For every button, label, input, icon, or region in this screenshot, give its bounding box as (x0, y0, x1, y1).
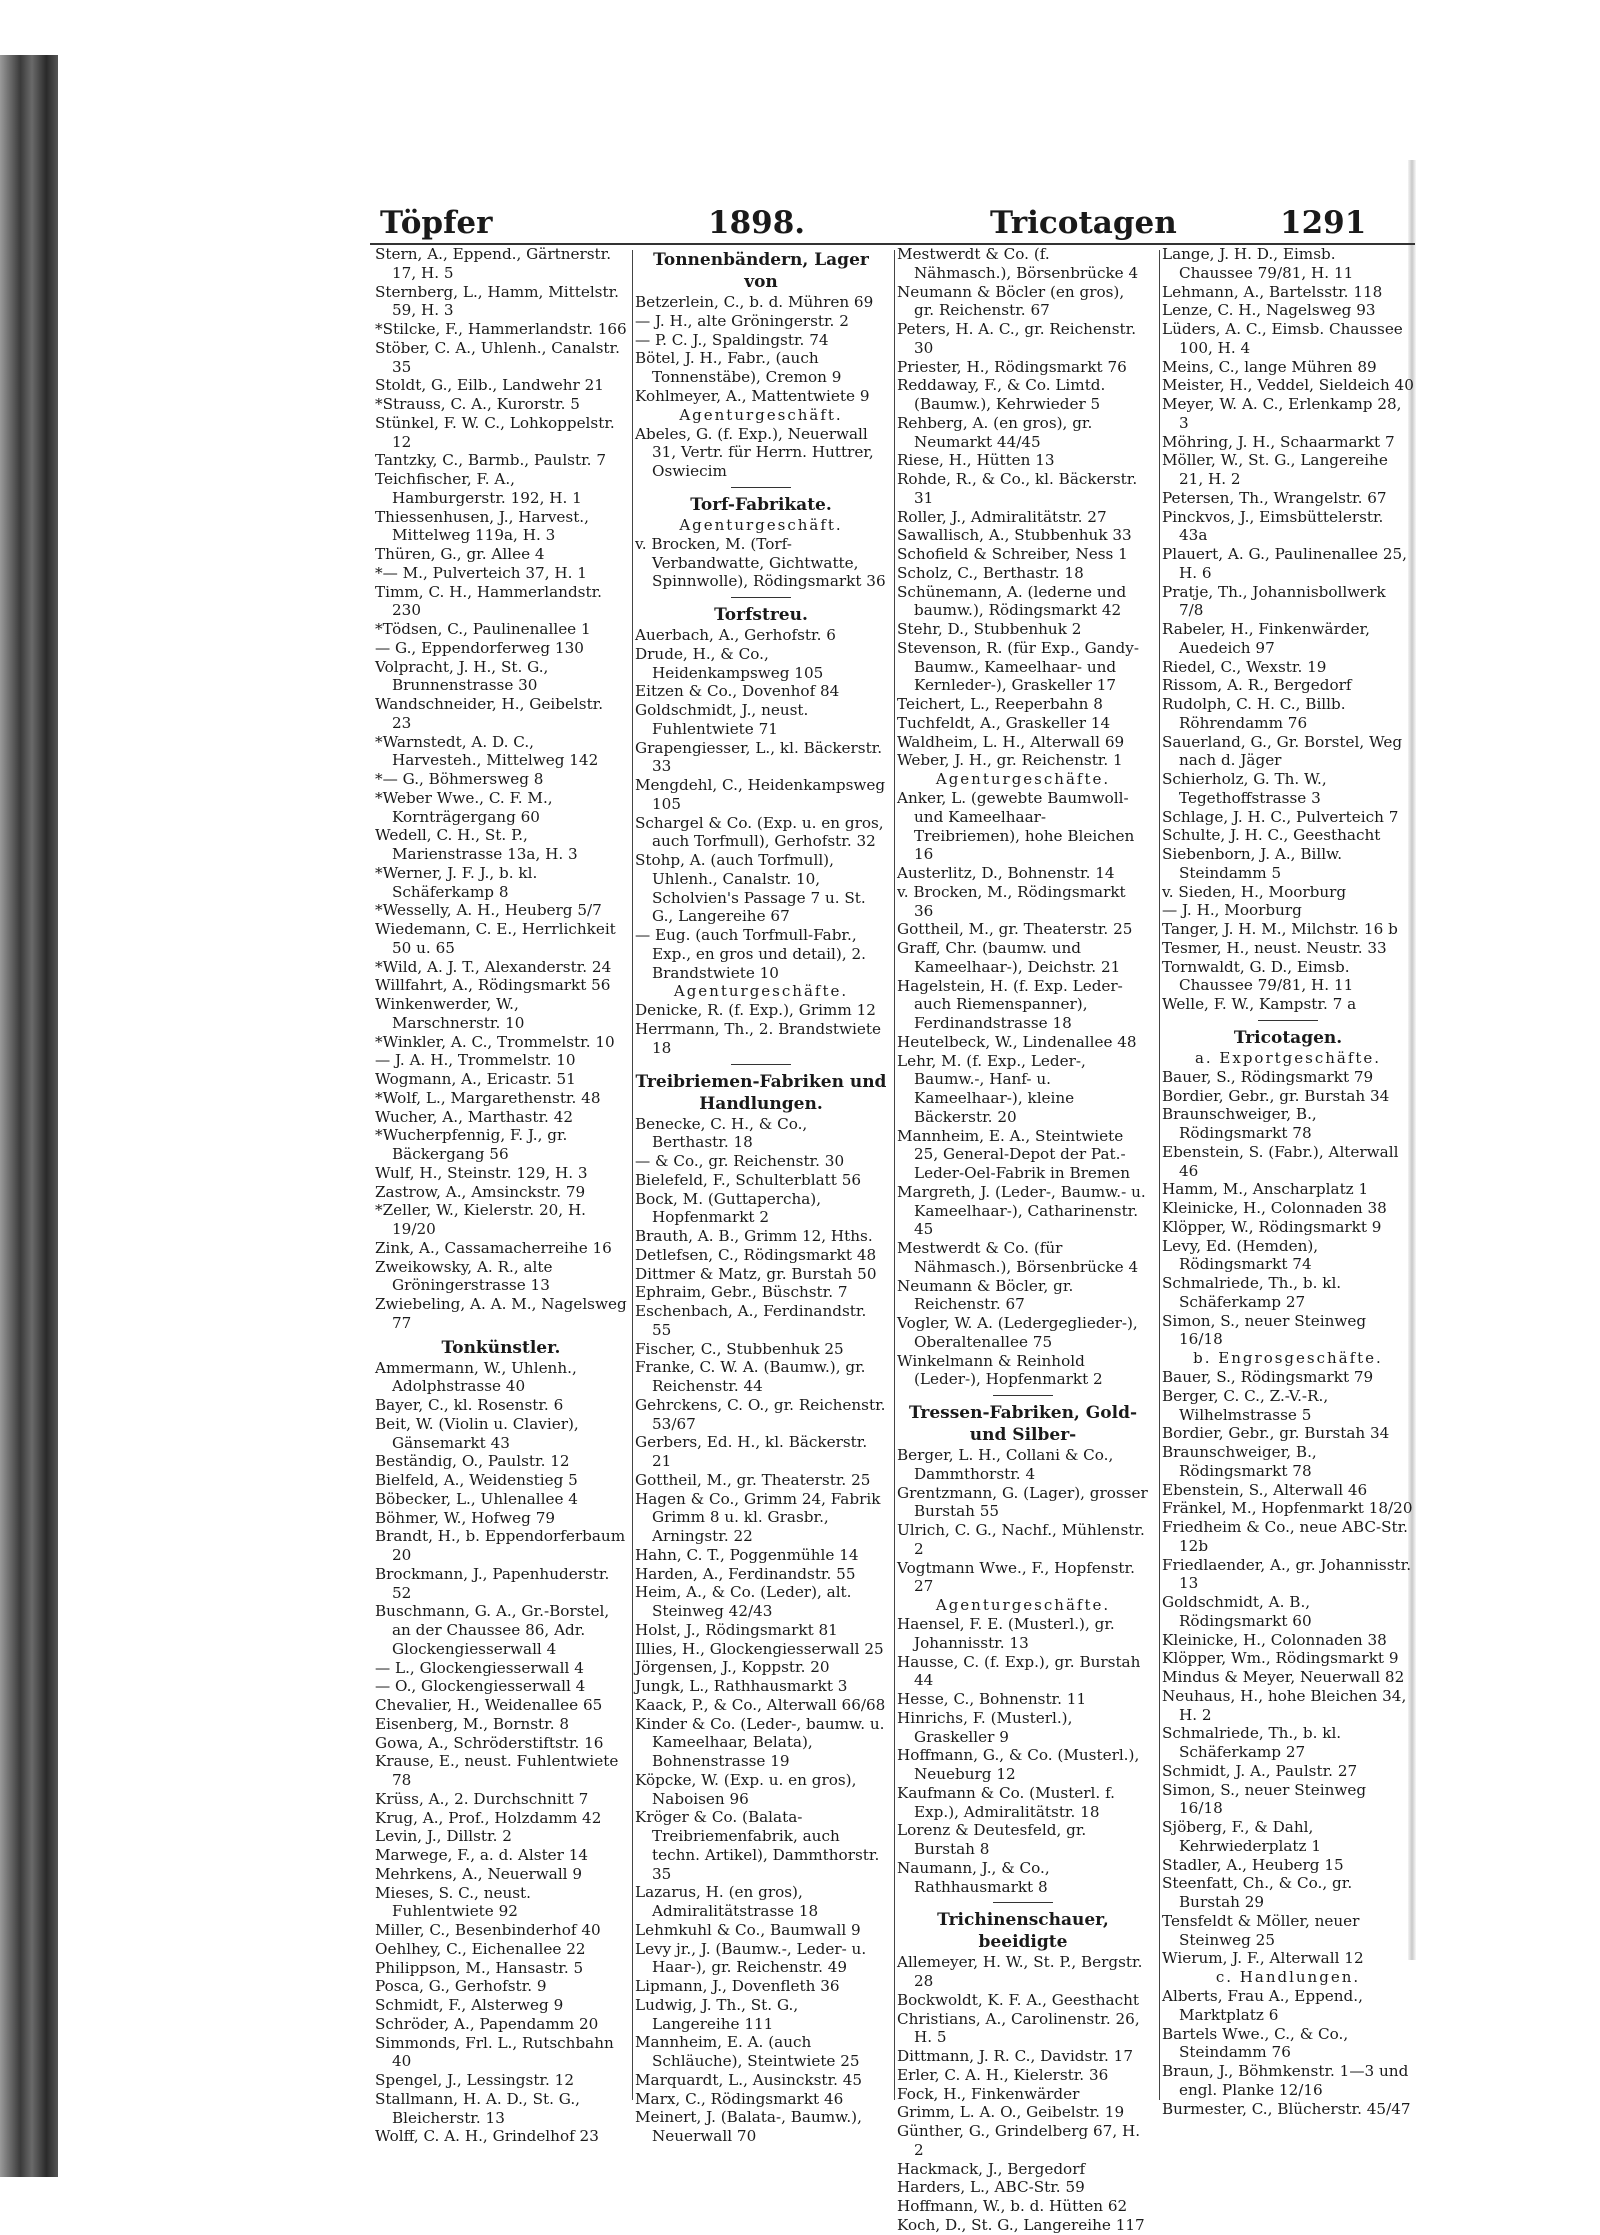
directory-entry: Spengel, J., Lessingstr. 12 (375, 2071, 574, 2089)
directory-entry: Stünkel, F. W. C., Lohkoppelstr. 12 (375, 413, 615, 451)
directory-entry: Hamm, M., Anscharplatz 1 (1162, 1180, 1369, 1199)
directory-entry: v. Brocken, M. (Torf-Verbandwatte, Gichtwatte, Spinnwolle), Rödingsmarkt 36 (635, 534, 886, 591)
directory-entry: Jörgensen, J., Koppstr. 20 (635, 1658, 830, 1677)
directory-entry: Allemeyer, H. W., St. P., Bergstr. 28 (897, 1953, 1143, 1990)
section-heading: Tricotagen. (1233, 1027, 1343, 1048)
directory-entry: Schröder, A., Papendamm 20 (375, 2014, 599, 2033)
section-heading: Treibriemen-Fabriken und Handlungen. (635, 1071, 887, 1114)
directory-entry: Levin, J., Dillstr. 2 (375, 1827, 512, 1846)
directory-entry: Krause, E., neust. Fuhlentwiete 78 (375, 1752, 619, 1789)
directory-entry: Möhring, J. H., Schaarmarkt 7 (1162, 432, 1395, 451)
directory-entry: — & Co., gr. Reichenstr. 30 (635, 1152, 845, 1170)
directory-entry: Gowa, A., Schröderstiftstr. 16 (375, 1733, 604, 1752)
directory-entry: Levy, Ed. (Hemden), Rödingsmarkt 74 (1162, 1236, 1319, 1274)
directory-entry: Friedheim & Co., neue ABC-Str. 12b (1162, 1518, 1409, 1555)
directory-entry: — Eug. (auch Torfmull-Fabr., Exp., en gros und detail), 2. Brandstwiete 10 (635, 926, 866, 982)
section-heading: Tonnenbändern, Lager von (653, 250, 869, 292)
directory-entry: *Wucherpfennig, F. J., gr. Bäckergang 56 (375, 1126, 568, 1163)
directory-entry: v. Sieden, H., Moorburg (1162, 882, 1347, 901)
directory-entry: Goldschmidt, J., neust. Fuhlentwiete 71 (635, 701, 809, 738)
directory-entry: Braun, J., Böhmkenstr. 1—3 und engl. Planke 12/16 (1162, 2062, 1409, 2099)
directory-entry: Ephraim, Gebr., Büschstr. 7 (635, 1283, 848, 1302)
section-rule (1258, 1020, 1318, 1021)
directory-entry: Simon, S., neuer Steinweg 16/18 (1162, 1311, 1367, 1349)
directory-entry: Scholz, C., Berthastr. 18 (897, 563, 1084, 582)
directory-entry: Günther, G., Grindelberg 67, H. 2 (897, 2122, 1141, 2159)
directory-entry: Anker, L. (gewebte Baumwoll- und Kameelhaar-Treibriemen), hohe Bleichen 16 (897, 789, 1135, 864)
directory-entry: Kaack, P., & Co., Alterwall 66/68 (635, 1695, 886, 1714)
directory-entry: Zastrow, A., Amsinckstr. 79 (375, 1182, 586, 1201)
directory-entry: Bartels Wwe., C., & Co., Steindamm 76 (1162, 2024, 1349, 2062)
directory-entry: Margreth, J. (Leder-, Baumw.- u. Kameelhaar-), Catharinenstr. 45 (897, 1182, 1146, 1239)
section-rule (731, 597, 791, 598)
running-head-right: Tricotagen (990, 205, 1177, 241)
directory-entry: *Warnstedt, A. D. C., Harvesteh., Mittelweg 142 (375, 732, 599, 770)
directory-entry: Rissom, A. R., Bergedorf (1162, 676, 1352, 695)
directory-entry: *Stilcke, F., Hammerlandstr. 166 (375, 320, 627, 338)
directory-entry: Stöber, C. A., Uhlenh., Canalstr. 35 (375, 338, 620, 376)
directory-entry: Mindus & Meyer, Neuerwall 82 (1162, 1668, 1405, 1686)
subsection-heading: b. Engrosgeschäfte. (1193, 1349, 1383, 1367)
directory-entry: Christians, A., Carolinenstr. 26, H. 5 (897, 2009, 1140, 2047)
directory-entry: Betzerlein, C., b. d. Mühren 69 (635, 293, 874, 311)
directory-entry: Goldschmidt, A. B., Rödingsmarkt 60 (1162, 1593, 1312, 1630)
directory-entry: Schierholz, G. Th. W., Tegethoffstrasse 3 (1162, 770, 1327, 807)
directory-entry: Wedell, C. H., St. P., Marienstrasse 13a, H. 3 (375, 826, 578, 863)
subsection-heading: Agenturgeschäfte. (935, 1596, 1111, 1614)
directory-entry: *Tödsen, C., Paulinenallee 1 (375, 620, 591, 638)
directory-entry: Klöpper, Wm., Rödingsmarkt 9 (1162, 1649, 1399, 1668)
directory-entry: Mestwerdt & Co. (f. Nähmasch.), Börsenbrücke 4 (897, 245, 1139, 282)
directory-entry: Rehberg, A. (en gros), gr. Neumarkt 44/45 (897, 413, 1093, 451)
directory-entry: Stadler, A., Heuberg 15 (1162, 1855, 1344, 1874)
directory-entry: Kleinicke, H., Colonnaden 38 (1162, 1199, 1387, 1217)
directory-entry: Austerlitz, D., Bohnenstr. 14 (897, 864, 1115, 882)
directory-entry: Ebenstein, S., Alterwall 46 (1162, 1480, 1368, 1499)
directory-entry: Krüss, A., 2. Durchschnitt 7 (375, 1789, 589, 1808)
directory-entry: — L., Glockengiesserwall 4 (375, 1658, 584, 1677)
directory-entry: Hagen & Co., Grimm 24, Fabrik Grimm 8 u. kl. Grasbr., Arningstr. 22 (635, 1489, 881, 1545)
directory-entry: Lorenz & Deutesfeld, gr. Burstah 8 (897, 1821, 1087, 1858)
directory-entry: Abeles, G. (f. Exp.), Neuerwall 31, Vertr. für Herrn. Huttrer, Oswiecim (635, 424, 874, 480)
directory-entry: Schmalriede, Th., b. kl. Schäferkamp 27 (1162, 1724, 1342, 1761)
directory-entry: Tuchfeldt, A., Graskeller 14 (897, 713, 1111, 732)
directory-entry: Schulte, J. H. C., Geesthacht (1162, 826, 1381, 845)
directory-entry: Weber, J. H., gr. Reichenstr. 1 (897, 751, 1123, 770)
directory-entry: Schünemann, A. (lederne und baumw.), Rödingsmarkt 42 (897, 582, 1127, 620)
directory-entry: Dittmer & Matz, gr. Burstah 50 (635, 1264, 877, 1283)
directory-entry: Timm, C. H., Hammerlandstr. 230 (375, 582, 602, 620)
page-number: 1291 (1280, 205, 1367, 241)
directory-entry: Waldheim, L. H., Alterwall 69 (897, 732, 1125, 751)
directory-entry: Auerbach, A., Gerhofstr. 6 (635, 626, 836, 644)
directory-entry: Lehmann, A., Bartelsstr. 118 (1162, 282, 1383, 301)
column-rule (894, 250, 895, 2100)
directory-entry: Illies, H., Glockengiesserwall 25 (635, 1639, 884, 1658)
subsection-heading: Agenturgeschäft. (679, 515, 843, 534)
directory-entry: Jungk, L., Rathhausmarkt 3 (635, 1677, 848, 1695)
directory-entry: Bordier, Gebr., gr. Burstah 34 (1162, 1424, 1390, 1443)
directory-entry: Stohp, A. (auch Torfmull), Uhlenh., Canalstr. 10, Scholvien's Passage 7 u. St. G., Langereihe 67 (635, 851, 866, 926)
directory-entry: Levy jr., J. (Baumw.-, Leder- u. Haar-), gr. Reichenstr. 49 (635, 1939, 867, 1977)
directory-entry: Wucher, A., Marthastr. 42 (375, 1107, 574, 1126)
directory-entry: Neumann & Böcler (en gros), gr. Reichenstr. 67 (897, 282, 1125, 320)
column-3 (897, 245, 1149, 2235)
directory-entry: Kleinicke, H., Colonnaden 38 (1162, 1630, 1387, 1649)
directory-entry: Zwiebeling, A. A. M., Nagelsweg 77 (375, 1295, 627, 1332)
directory-entry: Schmidt, J. A., Paulstr. 27 (1162, 1761, 1358, 1780)
column-4 (1162, 245, 1414, 2118)
directory-entry: Kaufmann & Co. (Musterl. f. Exp.), Admiralitätstr. 18 (897, 1783, 1115, 1821)
directory-entry: Eschenbach, A., Ferdinandstr. 55 (635, 1302, 867, 1339)
directory-entry: Neuhaus, H., hohe Bleichen 34, H. 2 (1162, 1686, 1407, 1724)
directory-entry: Bielfeld, A., Weidenstieg 5 (375, 1471, 578, 1489)
directory-entry: Eisenberg, M., Bornstr. 8 (375, 1714, 570, 1733)
running-head-left: Töpfer (380, 205, 493, 241)
directory-entry: Rabeler, H., Finkenwärder, Auedeich 97 (1162, 620, 1370, 657)
directory-entry: Chevalier, H., Weidenallee 65 (375, 1696, 603, 1714)
directory-entry: Kohlmeyer, A., Mattentwiete 9 (635, 386, 870, 405)
directory-entry: Heim, A., & Co. (Leder), alt. Steinweg 42/43 (635, 1583, 852, 1620)
directory-entry: Ammermann, W., Uhlenh., Adolphstrasse 40 (375, 1358, 577, 1396)
directory-entry: Holst, J., Rödingsmarkt 81 (635, 1620, 838, 1639)
directory-entry: Mengdehl, C., Heidenkampsweg 105 (635, 776, 886, 813)
directory-entry: Winkelmann & Reinhold (Leder-), Hopfenmarkt 2 (897, 1351, 1103, 1389)
directory-entry: Alberts, Frau A., Eppend., Marktplatz 6 (1162, 1987, 1363, 2024)
directory-entry: Lehr, M. (f. Exp., Leder-, Baumw.-, Hanf- u. Kameelhaar-), kleine Bäckerstr. 20 (897, 1051, 1086, 1126)
directory-entry: — O., Glockengiesserwall 4 (375, 1677, 586, 1696)
directory-entry: Stehr, D., Stubbenhuk 2 (897, 620, 1082, 638)
directory-entry: *Wesselly, A. H., Heuberg 5/7 (375, 901, 602, 920)
directory-entry: Plauert, A. G., Paulinenallee 25, H. 6 (1162, 545, 1407, 582)
directory-entry: Zweikowsky, A. R., alte Gröningerstrasse 13 (375, 1257, 553, 1295)
directory-entry: *Wolf, L., Margarethenstr. 48 (375, 1088, 601, 1107)
directory-entry: Kinder & Co. (Leder-, baumw. u. Kameelhaar, Belata), Bohnenstrasse 19 (635, 1714, 885, 1770)
directory-entry: Detlefsen, C., Rödingsmarkt 48 (635, 1245, 877, 1264)
directory-entry: Tesmer, H., neust. Neustr. 33 (1162, 938, 1387, 957)
directory-entry: Peters, H. A. C., gr. Reichenstr. 30 (897, 320, 1137, 357)
directory-entry: Lenze, C. H., Nagelsweg 93 (1162, 301, 1376, 320)
directory-entry: Vogtmann Wwe., F., Hopfenstr. 27 (897, 1558, 1135, 1596)
directory-entry: Ebenstein, S. (Fabr.), Alterwall 46 (1162, 1142, 1399, 1180)
directory-entry: *Zeller, W., Kielerstr. 20, H. 19/20 (375, 1201, 587, 1238)
directory-entry: Fock, H., Finkenwärder (897, 2084, 1080, 2103)
directory-entry: Wierum, J. F., Alterwall 12 (1162, 1949, 1364, 1968)
directory-entry: — P. C. J., Spaldingstr. 74 (635, 330, 829, 349)
directory-entry: Sjöberg, F., & Dahl, Kehrwiederplatz 1 (1162, 1818, 1322, 1855)
directory-entry: Buschmann, G. A., Gr.-Borstel, an der Chaussee 86, Adr. Glockengiesserwall 4 (375, 1602, 610, 1658)
directory-entry: Riese, H., Hütten 13 (897, 451, 1055, 470)
directory-entry: Vogler, W. A. (Ledergeglieder-), Oberaltenallee 75 (897, 1314, 1138, 1351)
directory-entry: Volpracht, J. H., St. G., Brunnenstrasse 30 (375, 657, 549, 695)
directory-entry: Ulrich, C. G., Nachf., Mühlenstr. 2 (897, 1521, 1145, 1558)
directory-entry: Winkenwerder, W., Marschnerstr. 10 (375, 995, 525, 1032)
directory-entry: Bockwoldt, K. F. A., Geesthacht (897, 1990, 1140, 2009)
directory-entry: Thüren, G., gr. Allee 4 (375, 545, 545, 563)
directory-entry: Harden, A., Ferdinandstr. 55 (635, 1564, 856, 1583)
directory-entry: Gottheil, M., gr. Theaterstr. 25 (897, 920, 1133, 939)
directory-entry: Simon, S., neuer Steinweg 16/18 (1162, 1780, 1367, 1818)
directory-entry: Hahn, C. T., Poggenmühle 14 (635, 1545, 859, 1564)
directory-entry: Lazarus, H. (en gros), Admiralitätstrasse 18 (635, 1883, 819, 1920)
directory-entry: Pratje, Th., Johannisbollwerk 7/8 (1162, 582, 1386, 620)
directory-entry: Koch, D., St. G., Langereihe 117 (897, 2215, 1145, 2234)
directory-entry: Neumann & Böcler, gr. Reichenstr. 67 (897, 1276, 1074, 1314)
directory-entry: Grapengiesser, L., kl. Bäckerstr. 33 (635, 738, 883, 776)
directory-entry: Tensfeldt & Möller, neuer Steinweg 25 (1162, 1911, 1360, 1949)
directory-entry: Mieses, S. C., neust. Fuhlentwiete 92 (375, 1883, 531, 1921)
directory-entry: Sauerland, G., Gr. Borstel, Weg nach d. Jäger (1162, 732, 1403, 770)
directory-entry: Beständig, O., Paulstr. 12 (375, 1452, 570, 1471)
section-heading: Tressen-Fabriken, Gold- und Silber- (908, 1403, 1138, 1445)
directory-entry: — J. H., alte Gröningerstr. 2 (635, 311, 849, 330)
directory-entry: Marwege, F., a. d. Alster 14 (375, 1846, 589, 1864)
directory-entry: Ludwig, J. Th., St. G., Langereihe 111 (635, 1995, 799, 2033)
section-rule (731, 487, 791, 488)
directory-entry: Eitzen & Co., Dovenhof 84 (635, 682, 840, 701)
directory-entry: Stallmann, H. A. D., St. G., Bleicherstr. 13 (375, 2089, 581, 2127)
directory-entry: Marquardt, L., Ausinckstr. 45 (635, 2070, 863, 2089)
directory-entry: Brandt, H., b. Eppendorferbaum 20 (375, 1527, 626, 1564)
directory-entry: Lüders, A. C., Eimsb. Chaussee 100, H. 4 (1162, 320, 1403, 357)
book-binding (0, 55, 58, 2177)
directory-entry: Hagelstein, H. (f. Exp. Leder- auch Riemenspanner), Ferdinandstrasse 18 (897, 976, 1123, 1032)
directory-page (370, 205, 1415, 2234)
directory-entry: Schmalriede, Th., b. kl. Schäferkamp 27 (1162, 1274, 1342, 1311)
directory-entry: Sternberg, L., Hamm, Mittelstr. 59, H. 3 (375, 282, 619, 320)
directory-entry: Teichfischer, F. A., Hamburgerstr. 192, H. 1 (375, 470, 582, 507)
directory-entry: Roller, J., Admiralitätstr. 27 (897, 507, 1107, 526)
directory-entry: Rohde, R., & Co., kl. Bäckerstr. 31 (897, 470, 1138, 507)
directory-entry: v. Brocken, M., Rödingsmarkt 36 (897, 882, 1126, 920)
directory-entry: Lehmkuhl & Co., Baumwall 9 (635, 1920, 861, 1939)
directory-entry: Zink, A., Cassamacherreihe 16 (375, 1238, 612, 1257)
directory-entry: Stoldt, G., Eilb., Landwehr 21 (375, 376, 604, 395)
column-rule (1159, 250, 1160, 2100)
section-rule (993, 1395, 1053, 1396)
directory-entry: Berger, C. C., Z.-V.-R., Wilhelmstrasse 5 (1162, 1386, 1329, 1424)
directory-entry: Krug, A., Prof., Holzdamm 42 (375, 1808, 602, 1827)
section-heading: Tonkünstler. (441, 1337, 561, 1358)
subsection-heading: Agenturgeschäfte. (935, 770, 1111, 788)
directory-entry: *Winkler, A. C., Trommelstr. 10 (375, 1032, 615, 1051)
directory-entry: Hackmack, J., Bergedorf (897, 2159, 1086, 2178)
subsection-heading: c. Handlungen. (1215, 1968, 1361, 1986)
directory-entry: Priester, H., Rödingsmarkt 76 (897, 357, 1127, 376)
directory-entry: Fränkel, M., Hopfenmarkt 18/20 (1162, 1499, 1413, 1518)
directory-entry: Köpcke, W. (Exp. u. en gros), Naboisen 96 (635, 1770, 857, 1808)
directory-entry: *Wild, A. J. T., Alexanderstr. 24 (375, 957, 612, 976)
directory-entry: *Strauss, C. A., Kurorstr. 5 (375, 395, 580, 413)
directory-entry: Tornwaldt, G. D., Eimsb. Chaussee 79/81, H. 11 (1162, 957, 1354, 995)
directory-entry: Sawallisch, A., Stubbenhuk 33 (897, 526, 1132, 545)
directory-entry: Bauer, S., Rödingsmarkt 79 (1162, 1368, 1374, 1386)
directory-entry: *Werner, J. F. J., b. kl. Schäferkamp 8 (375, 863, 538, 901)
directory-entry: Mestwerdt & Co. (für Nähmasch.), Börsenbrücke 4 (897, 1239, 1139, 1276)
directory-entry: Böhmer, W., Hofweg 79 (375, 1508, 556, 1527)
directory-entry: Friedlaender, A., gr. Johannisstr. 13 (1162, 1555, 1412, 1593)
directory-entry: Siebenborn, J. A., Billw. Steindamm 5 (1162, 845, 1343, 882)
directory-entry: Oehlhey, C., Eichenallee 22 (375, 1939, 586, 1958)
directory-entry: Rudolph, C. H. C., Billb. Röhrendamm 76 (1162, 695, 1346, 732)
column-rule (632, 250, 633, 2100)
directory-entry: Hinrichs, F. (Musterl.), Graskeller 9 (897, 1708, 1073, 1746)
directory-entry: Bock, M. (Guttapercha), Hopfenmarkt 2 (635, 1189, 822, 1227)
directory-entry: Simmonds, Frl. L., Rutschbahn 40 (375, 2033, 614, 2071)
section-rule (993, 1902, 1053, 1903)
directory-entry: Benecke, C. H., & Co., Berthastr. 18 (635, 1114, 808, 1152)
directory-entry: Herrmann, Th., 2. Brandstwiete 18 (635, 1020, 881, 1057)
directory-entry: Tanger, J. H. M., Milchstr. 16 b (1162, 920, 1398, 938)
directory-entry: Dittmann, J. R. C., Davidstr. 17 (897, 2047, 1133, 2065)
directory-entry: Braunschweiger, B., Rödingsmarkt 78 (1162, 1443, 1317, 1480)
directory-entry: Bauer, S., Rödingsmarkt 79 (1162, 1067, 1374, 1086)
directory-entry: Bordier, Gebr., gr. Burstah 34 (1162, 1086, 1390, 1105)
directory-entry: Bötel, J. H., Fabr., (auch Tonnenstäbe), Cremon 9 (635, 349, 842, 386)
directory-entry: Graff, Chr. (baumw. und Kameelhaar-), Deichstr. 21 (897, 939, 1121, 976)
directory-entry: Thiessenhusen, J., Harvest., Mittelweg 119a, H. 3 (375, 507, 589, 545)
directory-entry: Schofield & Schreiber, Ness 1 (897, 545, 1128, 563)
directory-entry: Steenfatt, Ch., & Co., gr. Burstah 29 (1162, 1874, 1353, 1911)
directory-entry: Möller, W., St. G., Langereihe 21, H. 2 (1162, 451, 1388, 488)
directory-entry: Schmidt, F., Alsterweg 9 (375, 1996, 564, 2014)
directory-entry: — J. A. H., Trommelstr. 10 (375, 1051, 576, 1070)
directory-entry: Beit, W. (Violin u. Clavier), Gänsemarkt 43 (375, 1414, 579, 1452)
directory-entry: *— G., Böhmersweg 8 (375, 770, 544, 788)
directory-entry: Böbecker, L., Uhlenallee 4 (375, 1489, 578, 1508)
directory-entry: Hoffmann, G., & Co. (Musterl.), Neueburg 12 (897, 1746, 1140, 1783)
subsection-heading: Agenturgeschäft. (679, 405, 843, 424)
directory-entry: Haensel, F. E. (Musterl.), gr. Johannisstr. 13 (897, 1615, 1115, 1652)
directory-entry: Pinckvos, J., Eimsbüttelerstr. 43a (1162, 507, 1384, 545)
directory-entry: Schargel & Co. (Exp. u. en gros, auch Torfmull), Gerhofstr. 32 (635, 813, 884, 851)
directory-entry: Stern, A., Eppend., Gärtnerstr. 17, H. 5 (375, 245, 612, 282)
running-head-year: 1898. (708, 205, 806, 241)
directory-entry: Harders, L., ABC-Str. 59 (897, 2178, 1085, 2197)
directory-entry: Erler, C. A. H., Kielerstr. 36 (897, 2065, 1109, 2084)
directory-entry: Braunschweiger, B., Rödingsmarkt 78 (1162, 1105, 1317, 1142)
directory-entry: Petersen, Th., Wrangelstr. 67 (1162, 488, 1387, 507)
directory-entry: Gerbers, Ed. H., kl. Bäckerstr. 21 (635, 1433, 868, 1470)
directory-entry: Welle, F. W., Kampstr. 7 a (1162, 995, 1357, 1013)
page-header (370, 205, 1415, 247)
directory-entry: Franke, C. W. A. (Baumw.), gr. Reichenstr. 44 (635, 1358, 866, 1395)
directory-entry: Heutelbeck, W., Lindenallee 48 (897, 1032, 1137, 1051)
directory-entry: *— M., Pulverteich 37, H. 1 (375, 563, 587, 582)
directory-entry: Naumann, J., & Co., Rathhausmarkt 8 (897, 1858, 1050, 1896)
directory-entry: Wulf, H., Steinstr. 129, H. 3 (375, 1163, 588, 1182)
directory-entry: Bielefeld, F., Schulterblatt 56 (635, 1170, 862, 1189)
directory-entry: Gottheil, M., gr. Theaterstr. 25 (635, 1470, 871, 1489)
directory-entry: Wogmann, A., Ericastr. 51 (375, 1070, 576, 1088)
directory-entry: Willfahrt, A., Rödingsmarkt 56 (375, 976, 611, 995)
directory-entry: Bayer, C., kl. Rosenstr. 6 (375, 1396, 564, 1414)
section-heading: Trichinenschauer, beeidigte (937, 1910, 1109, 1953)
directory-entry: Lipmann, J., Dovenfleth 36 (635, 1977, 840, 1995)
directory-entry: Meyer, W. A. C., Erlenkamp 28, 3 (1162, 395, 1402, 432)
directory-entry: Meister, H., Veddel, Sieldeich 40 (1162, 376, 1414, 395)
directory-entry: Marx, C., Rödingsmarkt 46 (635, 2089, 844, 2108)
directory-entry: Philippson, M., Hansastr. 5 (375, 1958, 584, 1977)
directory-entry: Denicke, R. (f. Exp.), Grimm 12 (635, 1001, 876, 1020)
directory-entry: Teichert, L., Reeperbahn 8 (897, 695, 1103, 713)
directory-entry: Gehrckens, C. O., gr. Reichenstr. 53/67 (635, 1395, 886, 1433)
section-heading: Torfstreu. (714, 605, 808, 625)
directory-entry: Grimm, L. A. O., Geibelstr. 19 (897, 2103, 1125, 2122)
directory-entry: Mehrkens, A., Neuerwall 9 (375, 1864, 583, 1883)
directory-entry: Brauth, A. B., Grimm 12, Hths. (635, 1227, 873, 1245)
directory-entry: Mannheim, E. A., Steintwiete 25, General-Depot der Pat.-Leder-Oel-Fabrik in Bremen (897, 1126, 1131, 1182)
directory-entry: Grentzmann, G. (Lager), grosser Burstah 55 (897, 1483, 1148, 1521)
directory-entry: Burmester, C., Blücherstr. 45/47 (1162, 2099, 1411, 2118)
directory-entry: Reddaway, F., & Co. Limtd. (Baumw.), Kehrwieder 5 (897, 376, 1106, 413)
directory-entry: *Weber Wwe., C. F. M., Kornträgergang 60 (375, 788, 553, 826)
directory-entry: Hausse, C. (f. Exp.), gr. Burstah 44 (897, 1652, 1141, 1690)
directory-entry: — G., Eppendorferweg 130 (375, 638, 584, 657)
directory-entry: Klöpper, W., Rödingsmarkt 9 (1162, 1217, 1382, 1236)
directory-entry: Brockmann, J., Papenhuderstr. 52 (375, 1564, 610, 1602)
directory-entry: Wolff, C. A. H., Grindelhof 23 (375, 2127, 599, 2146)
directory-entry: Drude, H., & Co., Heidenkampsweg 105 (635, 644, 824, 682)
directory-entry: Lange, J. H. D., Eimsb. Chaussee 79/81, H. 11 (1162, 245, 1354, 282)
directory-entry: Berger, L. H., Collani & Co., Dammthorstr. 4 (897, 1446, 1114, 1483)
directory-entry: — J. H., Moorburg (1162, 901, 1302, 920)
section-rule (731, 1064, 791, 1065)
column-2 (635, 245, 887, 2146)
directory-entry: Hoffmann, W., b. d. Hütten 62 (897, 2197, 1128, 2215)
directory-entry: Meins, C., lange Mühren 89 (1162, 357, 1377, 376)
directory-entry: Kröger & Co. (Balata-Treibriemenfabrik, auch techn. Artikel), Dammthorstr. 35 (635, 1808, 880, 1883)
subsection-heading: a. Exportgeschäfte. (1194, 1048, 1382, 1067)
subsection-heading: Agenturgeschäfte. (673, 982, 849, 1001)
directory-entry: Schlage, J. H. C., Pulverteich 7 (1162, 807, 1399, 826)
directory-entry: Wandschneider, H., Geibelstr. 23 (375, 695, 604, 732)
directory-entry: Stevenson, R. (für Exp., Gandy-Baumw., Kameelhaar- und Kernleder-), Graskeller 17 (897, 638, 1139, 695)
column-1 (375, 245, 627, 2146)
directory-entry: Mannheim, E. A. (auch Schläuche), Steintwiete 25 (635, 2033, 860, 2070)
directory-entry: Hesse, C., Bohnenstr. 11 (897, 1690, 1087, 1708)
directory-entry: Miller, C., Besenbinderhof 40 (375, 1921, 601, 1939)
directory-entry: Meinert, J. (Balata-, Baumw.), Neuerwall 70 (635, 2108, 862, 2145)
directory-entry: Wiedemann, C. E., Herrlichkeit 50 u. 65 (375, 920, 616, 957)
directory-entry: Riedel, C., Wexstr. 19 (1162, 657, 1327, 676)
directory-entry: Posca, G., Gerhofstr. 9 (375, 1977, 547, 1996)
directory-entry: Fischer, C., Stubbenhuk 25 (635, 1339, 844, 1358)
directory-entry: Tantzky, C., Barmb., Paulstr. 7 (375, 451, 606, 470)
section-heading: Torf-Fabrikate. (690, 494, 832, 515)
